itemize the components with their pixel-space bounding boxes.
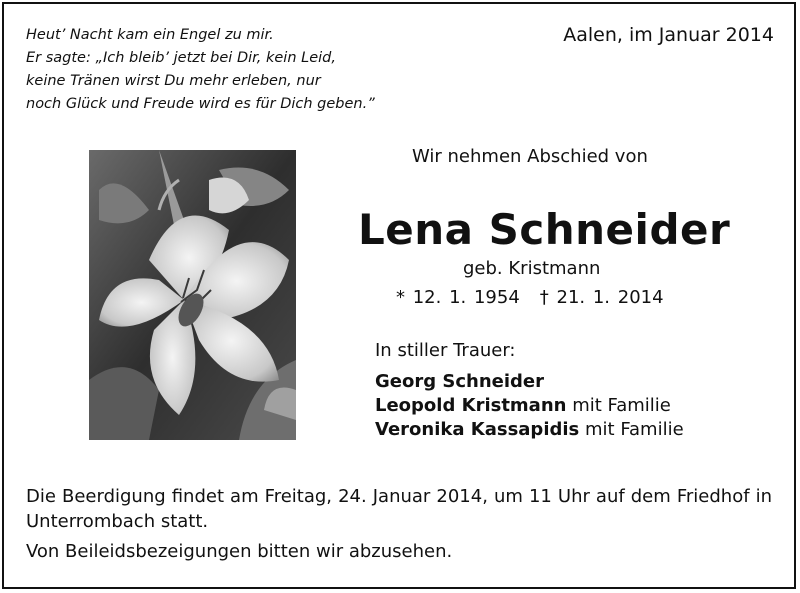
lily-image (89, 150, 296, 440)
poem (26, 24, 375, 116)
mourner-name: Veronika Kassapidis (375, 419, 580, 440)
mourner-suffix: mit Familie (585, 419, 684, 440)
birth-date: * 12. 1. 1954 (396, 287, 520, 308)
life-dates (396, 287, 664, 308)
mourning-label: In stiller Trauer: (375, 340, 516, 361)
deceased-name: Lena Schneider (358, 205, 731, 254)
mourner-suffix: mit Familie (572, 395, 671, 416)
poem-line: Heut’ Nacht kam ein Engel zu mir. (26, 27, 274, 43)
birth-name: geb. Kristmann (463, 258, 601, 279)
mourners-list (375, 370, 684, 442)
place-date: Aalen, im Januar 2014 (563, 24, 774, 46)
poem-line: Er sagte: „Ich bleib’ jetzt bei Dir, kein Leid, (26, 50, 336, 66)
mourner-name: Leopold Kristmann (375, 395, 567, 416)
mourner (375, 370, 684, 394)
death-date: † 21. 1. 2014 (539, 287, 664, 308)
poem-line: noch Glück und Freude wird es für Dich geben.” (26, 96, 375, 112)
poem-line: keine Tränen wirst Du mehr erleben, nur (26, 73, 321, 89)
farewell-intro: Wir nehmen Abschied von (412, 146, 648, 167)
lily-photo (89, 150, 296, 440)
mourner (375, 394, 684, 418)
mourner-name: Georg Schneider (375, 371, 544, 392)
condolence-notice: Von Beileidsbezeigungen bitten wir abzusehen. (26, 541, 453, 562)
mourner (375, 418, 684, 442)
funeral-notice: Die Beerdigung findet am Freitag, 24. Januar 2014, um 11 Uhr auf dem Friedhof in Unterrombach statt. (26, 486, 772, 532)
